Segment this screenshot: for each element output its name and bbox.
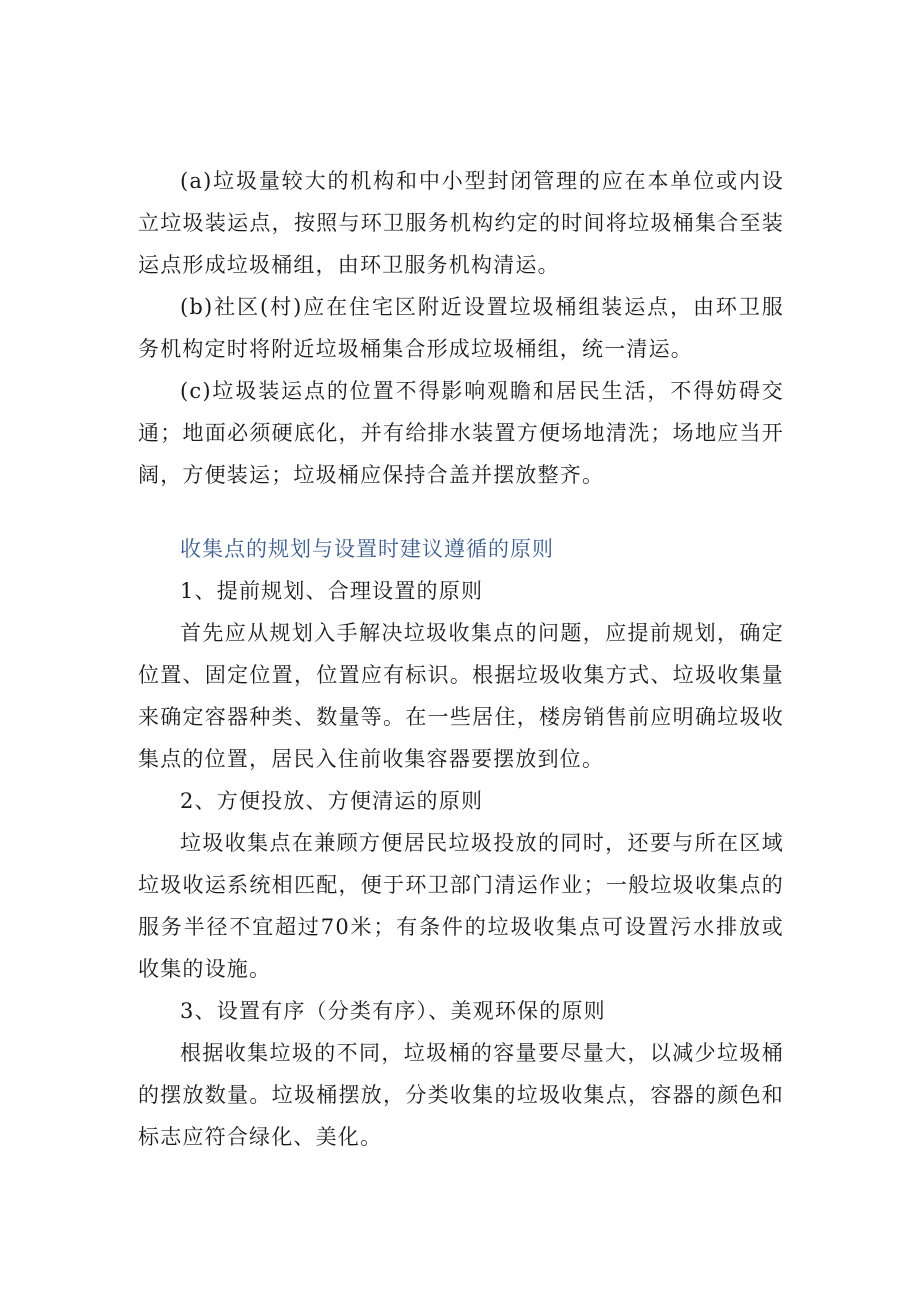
principle-1-body: 首先应从规划入手解决垃圾收集点的问题，应提前规划，确定位置、固定位置，位置应有标识。根据垃圾收集方式、垃圾收集量来确定容器种类、数量等。在一些居住，楼房销售前应明确垃圾收集点的位置，居民入住前收集容器要摆放到位。 (138, 621, 784, 771)
paragraph-b: (b)社区(村)应在住宅区附近设置垃圾桶组装运点，由环卫服务机构定时将附近垃圾桶集合形成垃圾桶组，统一清运。 (138, 295, 784, 361)
principle-3-body: 根据收集垃圾的不同，垃圾桶的容量要尽量大，以减少垃圾桶的摆放数量。垃圾桶摆放，分类收集的垃圾收集点，容器的颜色和标志应符合绿化、美化。 (138, 1041, 784, 1149)
section-heading: 收集点的规划与设置时建议遵循的原则 (180, 537, 554, 561)
principle-2-title: 2、方便投放、方便清运的原则 (180, 789, 484, 813)
paragraph-a: (a)垃圾量较大的机构和中小型封闭管理的应在本单位或内设立垃圾装运点，按照与环卫服务机构约定的时间将垃圾桶集合至装运点形成垃圾桶组，由环卫服务机构清运。 (138, 169, 784, 277)
principle-3-title: 3、设置有序（分类有序）、美观环保的原则 (180, 999, 606, 1023)
principle-2-body: 垃圾收集点在兼顾方便居民垃圾投放的同时，还要与所在区域垃圾收运系统相匹配，便于环卫部门清运作业；一般垃圾收集点的服务半径不宜超过70米；有条件的垃圾收集点可设置污水排放或收集的设施。 (138, 831, 784, 981)
section-spacer (138, 496, 784, 528)
principle-1-title: 1、提前规划、合理设置的原则 (180, 579, 484, 603)
paragraph-c: (c)垃圾装运点的位置不得影响观瞻和居民生活，不得妨碍交通；地面必须硬底化，并有给排水装置方便场地清洗；场地应当开阔，方便装运；垃圾桶应保持合盖并摆放整齐。 (138, 379, 784, 487)
document-page (138, 160, 784, 1158)
